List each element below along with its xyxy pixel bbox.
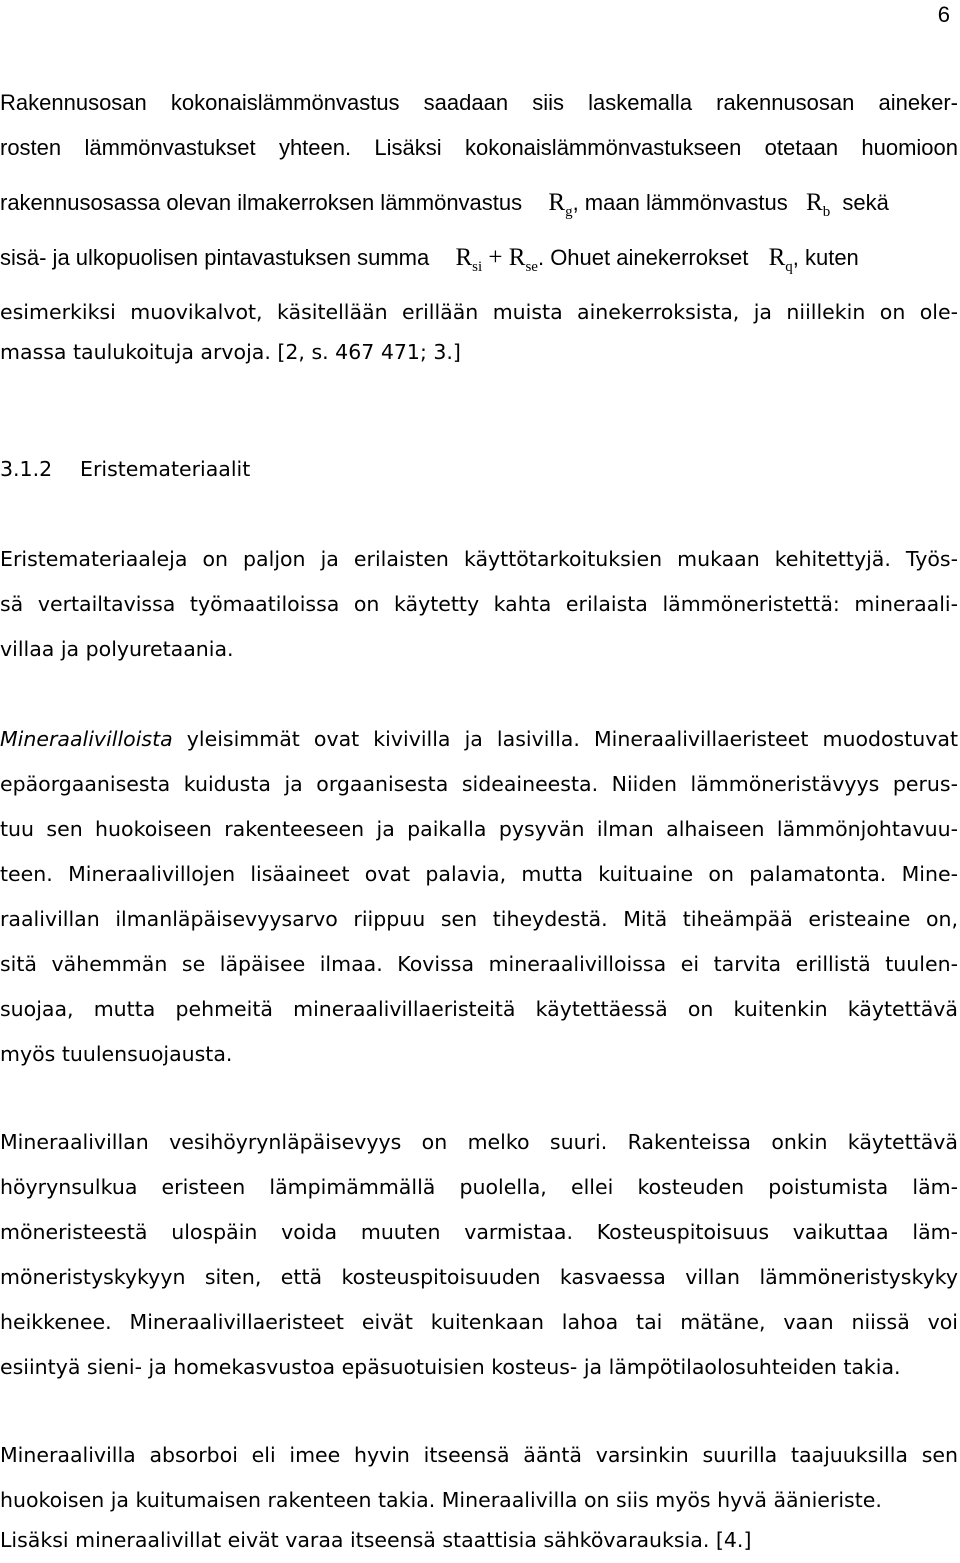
p1-line-3-text: rakennusosassa olevan ilmakerroksen lämmönvastus bbox=[0, 190, 523, 215]
p5-line: Lisäksi mineraalivillat eivät varaa itseensä staattisia sähkövarauksia. [4.] bbox=[0, 1528, 752, 1552]
section-title: Eristemateriaalit bbox=[80, 457, 251, 481]
p1-line-1: Rakennusosan kokonaislämmönvastus saadaan siis laskemalla rakennusosan aineker- bbox=[0, 90, 958, 115]
p4-line: Mineraalivillan vesihöyrynläpäisevyys on melko suuri. Rakenteissa onkin käytettävä bbox=[0, 1130, 958, 1154]
p3-line: raalivillan ilmanläpäisevyysarvo riippuu sen tiheydestä. Mitä tiheämpää eristeaine on, bbox=[0, 907, 958, 931]
p3-line-1 bbox=[0, 717, 958, 762]
p2-line: villaa ja polyuretaania. bbox=[0, 637, 234, 661]
p5-line: huokoisen ja kuitumaisen rakenteen takia. Mineraalivilla on siis myös hyvä äänieriste. bbox=[0, 1488, 882, 1512]
term-mineraalivilloista: Mineraalivilloista bbox=[0, 727, 173, 751]
p1-line-5: esimerkiksi muovikalvot, käsitellään erillään muista ainekerroksista, ja niillekin on ole- bbox=[0, 300, 958, 324]
p4-line: esiintyä sieni- ja homekasvustoa epäsuotuisien kosteus- ja lämpötilaolosuhteiden takia. bbox=[0, 1355, 901, 1379]
p3-line: tuu sen huokoiseen rakenteeseen ja paikalla pysyvän ilman alhaiseen lämmönjohtavuu- bbox=[0, 817, 958, 841]
p4-line: möneristeestä ulospäin voida muuten varmistaa. Kosteuspitoisuus vaikuttaa läm- bbox=[0, 1220, 958, 1244]
p1-line-4-post: , kuten bbox=[792, 245, 859, 270]
symbol-r-g: $R_g$ bbox=[548, 189, 573, 220]
p3-line: sitä vähemmän se läpäisee ilmaa. Kovissa mineraalivilloissa ei tarvita erillistä tuulen- bbox=[0, 952, 958, 976]
p2-line: sä vertailtavissa työmaatiloissa on käytetty kahta erilaista lämmöneristettä: mineraali- bbox=[0, 592, 958, 616]
p3-line: suojaa, mutta pehmeitä mineraalivillaeristeitä käytettäessä on kuitenkin käytettävä bbox=[0, 997, 958, 1021]
symbol-r-si-plus-r-se: $R_{si} + R_{se}$ bbox=[455, 244, 538, 275]
p5-line: Mineraalivilla absorboi eli imee hyvin itseensä ääntä varsinkin suurilla taajuuksilla sen bbox=[0, 1443, 958, 1467]
p1-line-4 bbox=[0, 235, 958, 284]
p1-line-3-mid: , maan lämmönvastus bbox=[572, 190, 788, 215]
p1-line-3 bbox=[0, 180, 958, 229]
p3-line: epäorgaanisesta kuidusta ja orgaanisesta sideaineesta. Niiden lämmöneristävyys perus- bbox=[0, 772, 958, 796]
page-number: 6 bbox=[937, 2, 950, 27]
p2-line: Eristemateriaaleja on paljon ja erilaisten käyttötarkoituksien mukaan kehitettyjä. Työs- bbox=[0, 547, 958, 571]
symbol-r-q: $R_q$ bbox=[768, 244, 793, 275]
section-heading bbox=[0, 447, 250, 492]
p3-line: myös tuulensuojausta. bbox=[0, 1042, 233, 1066]
symbol-r-b: $R_b$ bbox=[806, 189, 831, 220]
p3-line: teen. Mineraalivillojen lisäaineet ovat palavia, mutta kuituaine on palamatonta. Mine- bbox=[0, 862, 958, 886]
p1-line-2: rosten lämmönvastukset yhteen. Lisäksi kokonaislämmönvastukseen otetaan huomioon bbox=[0, 135, 958, 160]
p1-line-6: massa taulukoituja arvoja. [2, s. 467 471; 3.] bbox=[0, 340, 461, 364]
p1-line-3-post: sekä bbox=[842, 190, 889, 215]
p4-line: höyrynsulkua eristeen lämpimämmällä puolella, ellei kosteuden poistumista läm- bbox=[0, 1175, 958, 1199]
p1-line-4-mid: . Ohuet ainekerrokset bbox=[537, 245, 749, 270]
p3-line-1-rest: yleisimmät ovat kivivilla ja lasivilla. Mineraalivillaeristeet muodostuvat bbox=[172, 727, 958, 751]
p4-line: möneristyskykyyn siten, että kosteuspitoisuuden kasvaessa villan lämmöneristyskyky bbox=[0, 1265, 958, 1289]
p4-line: heikkenee. Mineraalivillaeristeet eivät kuitenkaan lahoa tai mätäne, vaan niissä voi bbox=[0, 1310, 958, 1334]
section-number: 3.1.2 bbox=[0, 457, 53, 481]
p1-line-4-text: sisä- ja ulkopuolisen pintavastuksen summa bbox=[0, 245, 430, 270]
